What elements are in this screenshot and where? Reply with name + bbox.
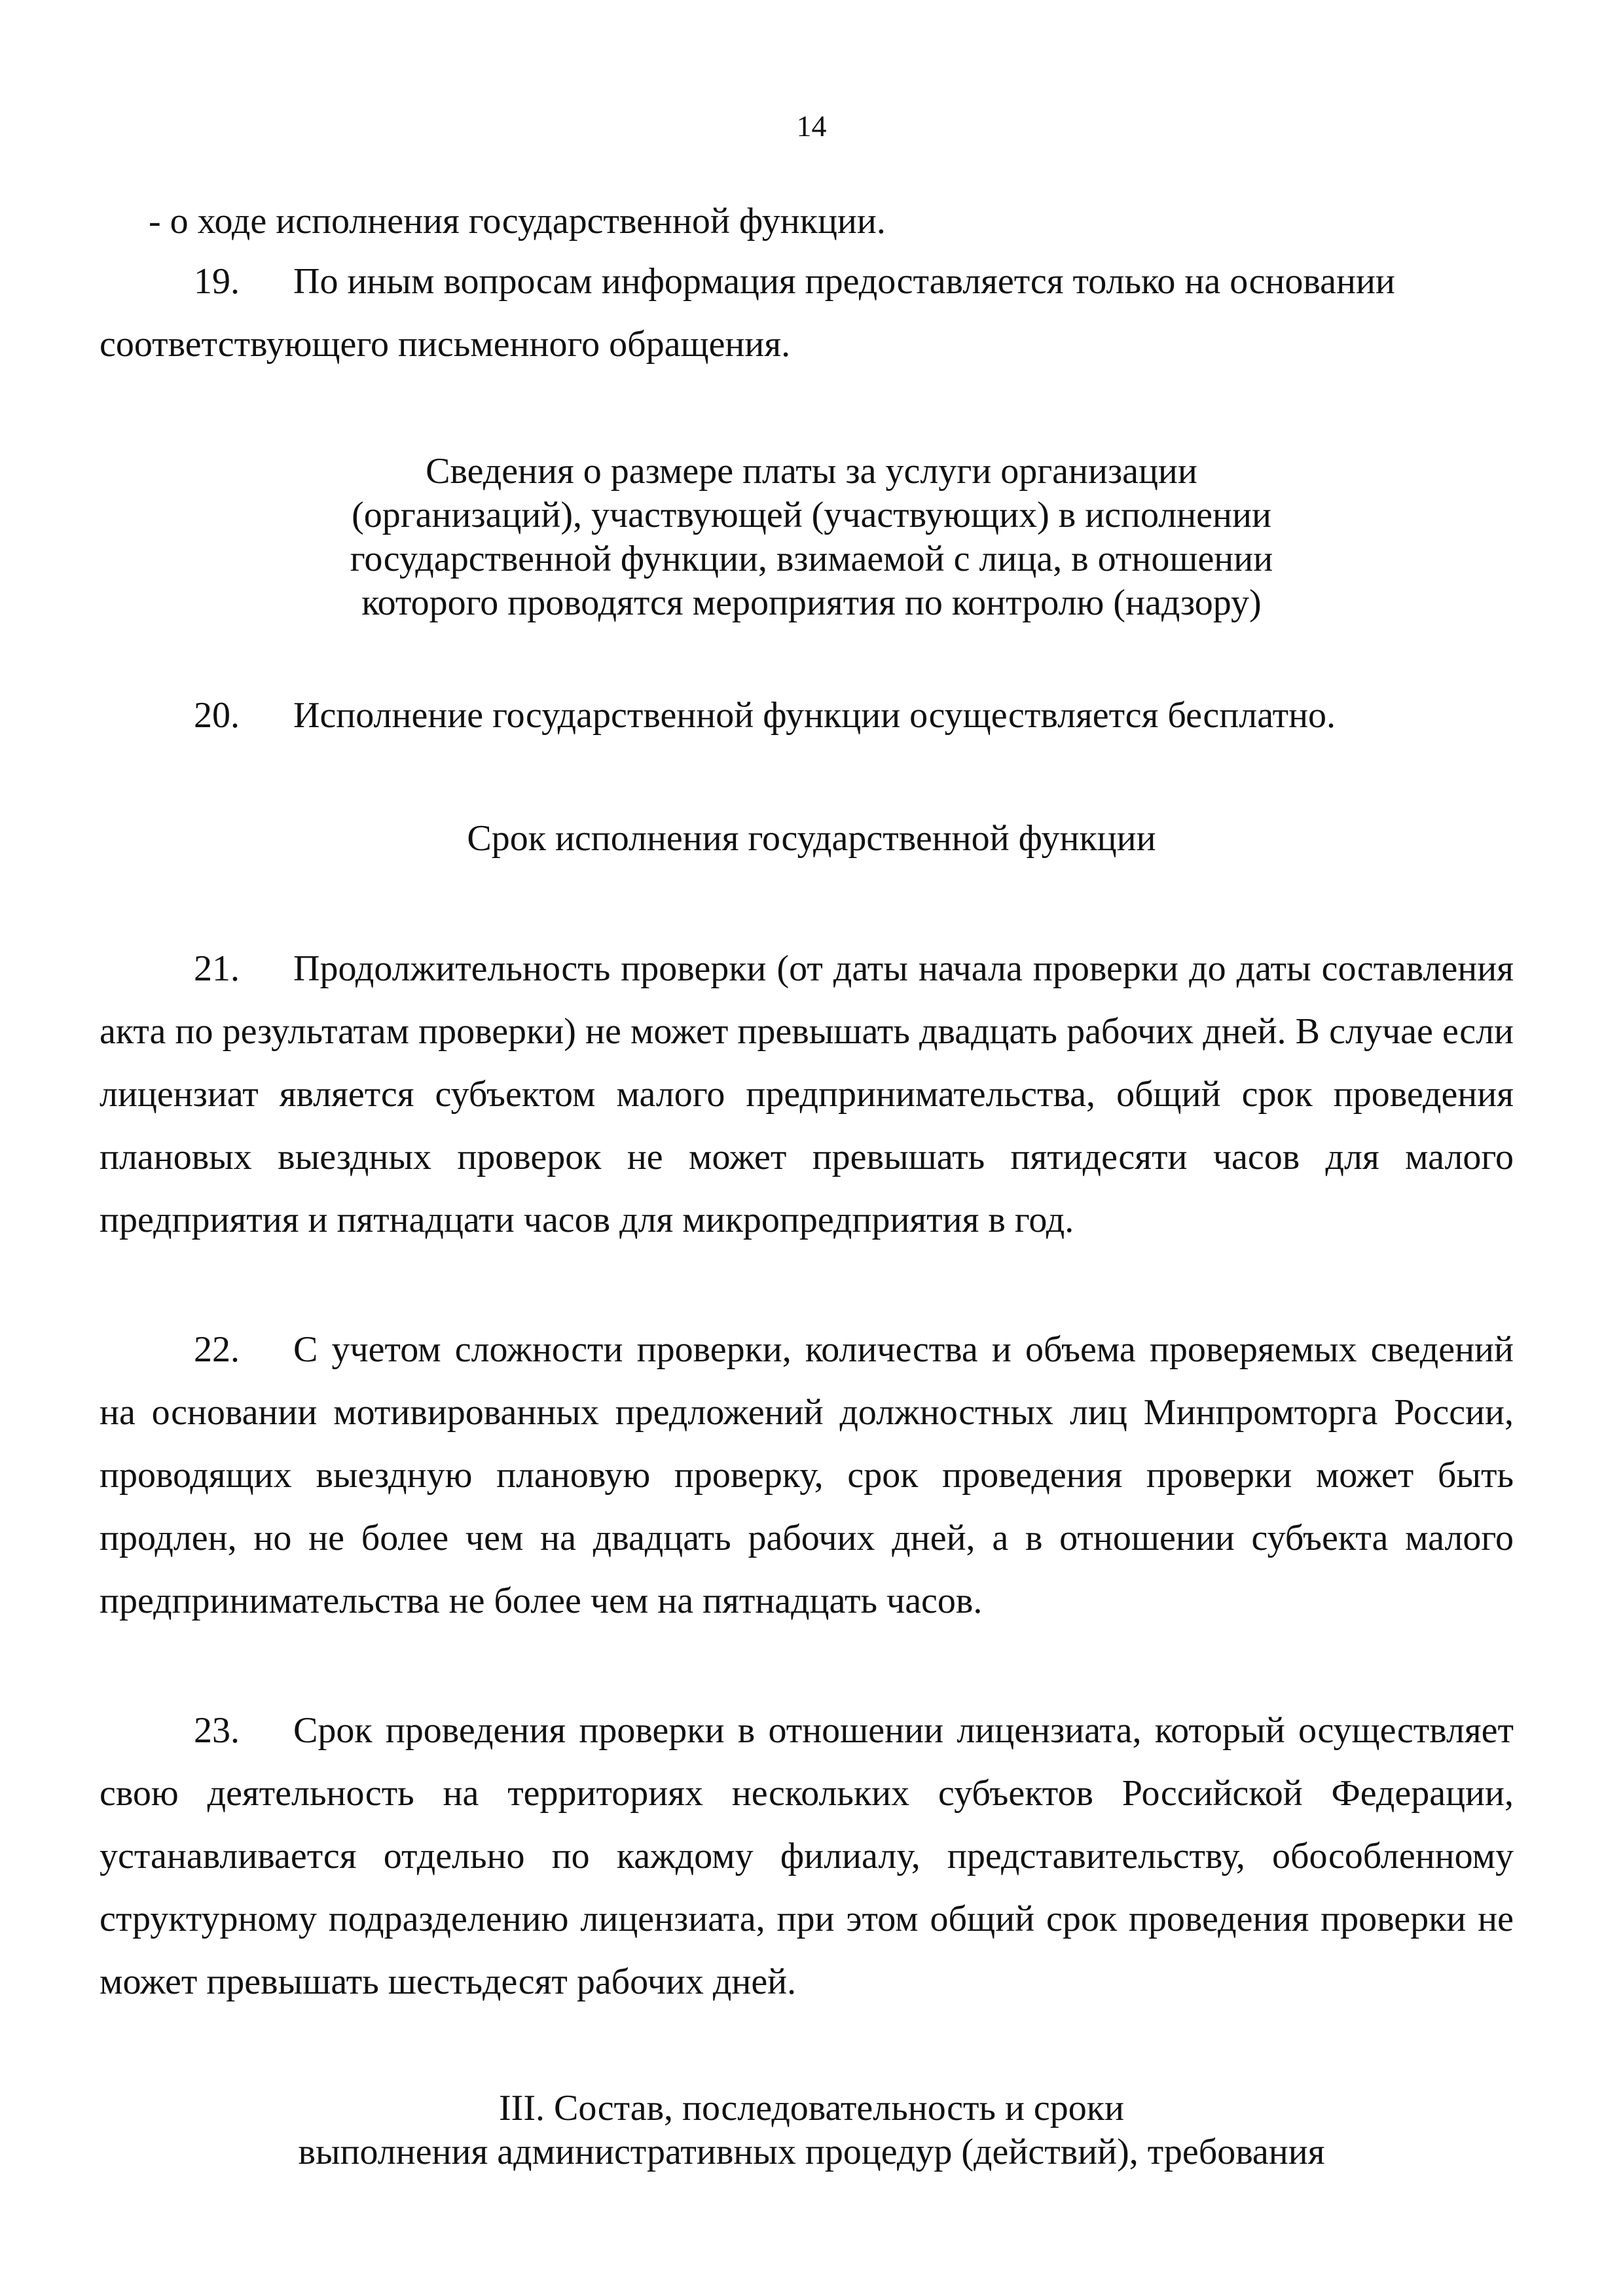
paragraph-20-line	[100, 684, 1514, 747]
paragraph-22	[100, 1318, 1514, 1632]
paragraph-21	[100, 937, 1514, 1251]
list-item-progress	[100, 190, 1514, 253]
heading-section-3	[0, 2087, 1623, 2174]
heading-fees-line-3: государственной функции, взимаемой с лица, в отношении	[350, 539, 1273, 579]
paragraph-21-number: 21.	[194, 948, 240, 989]
paragraph-19-number: 19.	[194, 261, 240, 302]
paragraph-19-line-2: соответствующего письменного обращения.	[100, 324, 791, 365]
heading-term	[0, 817, 1623, 861]
heading-fees-line-4: которого проводятся мероприятия по контролю (надзору)	[361, 583, 1262, 623]
heading-term-text: Срок исполнения государственной функции	[467, 818, 1156, 859]
progress-item-text: - о ходе исполнения государственной функции.	[149, 201, 886, 242]
paragraph-22-number: 22.	[194, 1329, 240, 1370]
paragraph-19-line-1	[100, 250, 1514, 313]
paragraph-20-number: 20.	[194, 695, 240, 736]
paragraph-20	[100, 684, 1514, 747]
paragraph-21-text: Продолжительность проверки (от даты начала проверки до даты составления акта по результатам проверки) не может превышать двадцать рабочих дней. В случае если лицензиат является субъектом малого предпринимательства, общий срок проведения плановых выездных проверок не может превышать пятидесяти часов для малого предприятия и пятнадцати часов для микропредприятия в год.	[100, 948, 1514, 1240]
page-number: 14	[796, 109, 827, 143]
paragraph-22-text: С учетом сложности проверки, количества и объема проверяемых сведений на основании мотивированных предложений должностных лиц Минпромторга России, проводящих выездную плановую проверку, срок проведения проверки может быть продлен, но не более чем на двадцать рабочих дней, а в отношении субъекта малого предпринимательства не более чем на пятнадцать часов.	[100, 1329, 1514, 1621]
heading-fees-line-1: Сведения о размере платы за услуги организации	[426, 451, 1197, 492]
heading-section-3-line-1: III. Состав, последовательность и сроки	[499, 2088, 1124, 2128]
paragraph-19	[100, 250, 1514, 376]
heading-fees	[0, 450, 1623, 625]
paragraph-19-text: По иным вопросам информация предоставляется только на основании	[293, 261, 1395, 302]
heading-section-3-line-2: выполнения административных процедур (действий), требования	[298, 2132, 1325, 2172]
paragraph-23	[100, 1699, 1514, 2013]
heading-fees-line-2: (организаций), участвующей (участвующих) в исполнении	[352, 495, 1271, 535]
paragraph-23-text: Срок проведения проверки в отношении лицензиата, который осуществляет свою деятельность на территориях нескольких субъектов Российской Федерации, устанавливается отдельно по каждому филиалу, представительству, обособленному структурному подразделению лицензиата, при этом общий срок проведения проверки не может превышать шестьдесят рабочих дней.	[100, 1710, 1514, 2002]
paragraph-23-number: 23.	[194, 1710, 240, 1751]
paragraph-20-text: Исполнение государственной функции осуществляется бесплатно.	[293, 695, 1336, 736]
